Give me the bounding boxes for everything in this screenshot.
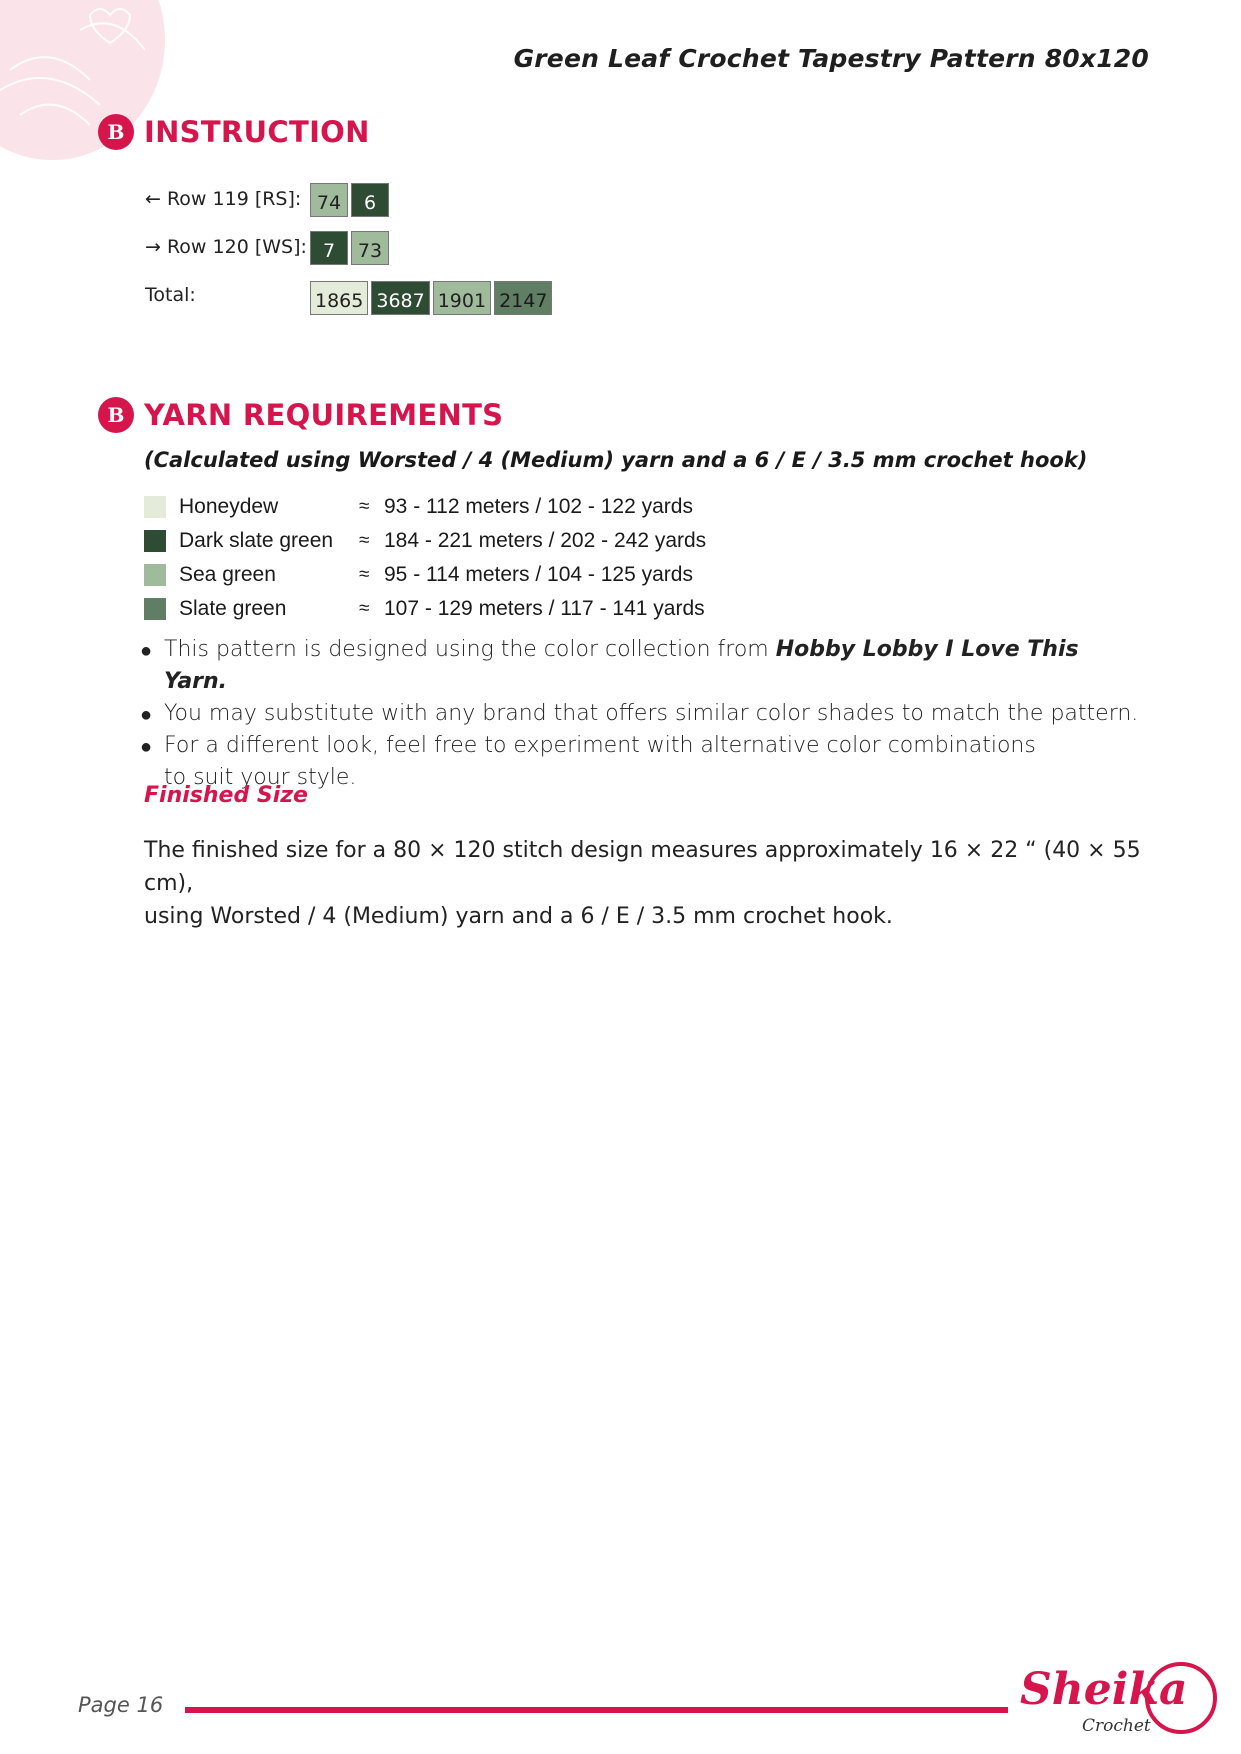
yarn-amount: 107 - 129 meters / 117 - 141 yards [384, 597, 705, 620]
brand-name: Sheika [1020, 1664, 1188, 1715]
footer-divider [185, 1707, 1008, 1713]
note-item [140, 698, 1140, 730]
yarn-heading [98, 397, 503, 433]
approx-symbol: ≈ [359, 496, 370, 517]
yarn-name: Dark slate green [179, 529, 334, 552]
yarn-name: Honeydew [179, 495, 279, 518]
yarn-subtitle: (Calculated using Worsted / 4 (Medium) yarn and a 6 / E / 3.5 mm crochet hook) [144, 448, 1088, 472]
color-swatch [144, 564, 166, 586]
approx-symbol: ≈ [359, 530, 370, 551]
yarn-list [144, 490, 706, 626]
yarn-amount: 184 - 221 meters / 202 - 242 yards [384, 529, 707, 552]
yarn-name: Slate green [179, 597, 287, 620]
color-swatch [144, 496, 166, 518]
yarn-item [144, 490, 706, 524]
row-label: ← Row 119 [RS]: [145, 188, 302, 210]
yarn-name: Sea green [179, 563, 276, 586]
stitch-count-cell: 74 [310, 183, 348, 217]
yarn-item [144, 558, 706, 592]
section-logo-icon: B [98, 397, 134, 433]
finished-size-text [144, 834, 1144, 933]
stitch-count-cell: 7 [310, 231, 348, 265]
note-text: to suit your style. [164, 765, 357, 790]
bullet-icon: ● [140, 638, 153, 662]
note-text: This pattern is designed using the color collection from [164, 637, 776, 662]
document-title: Green Leaf Crochet Tapestry Pattern 80x120 [513, 44, 1149, 73]
row-cells [310, 231, 389, 265]
yarn-item [144, 592, 706, 626]
row-label: → Row 120 [WS]: [145, 236, 307, 258]
approx-symbol: ≈ [359, 598, 370, 619]
stitch-count-cell: 1865 [310, 281, 368, 315]
brand-logo [1020, 1660, 1220, 1750]
page-number: Page 16 [78, 1693, 164, 1717]
row-cells [310, 183, 389, 217]
note-text: For a different look, feel free to experiment with alternative color combinations [164, 733, 1036, 758]
instruction-title: INSTRUCTION [144, 115, 370, 149]
color-swatch [144, 598, 166, 620]
color-swatch [144, 530, 166, 552]
yarn-amount: 95 - 114 meters / 104 - 125 yards [384, 563, 693, 586]
stitch-count-cell: 2147 [494, 281, 552, 315]
stitch-count-cell: 73 [351, 231, 389, 265]
notes-list [140, 634, 1140, 794]
total-cells [310, 281, 552, 315]
yarn-item [144, 524, 706, 558]
instruction-heading [98, 114, 370, 150]
note-item [140, 634, 1140, 698]
yarn-brand: Hobby Lobby I Love This Yarn. [164, 637, 1079, 694]
yarn-title: YARN REQUIREMENTS [144, 398, 504, 432]
finished-size-heading: Finished Size [144, 783, 308, 808]
bullet-icon: ● [140, 734, 153, 758]
finished-size-line: The finished size for a 80 × 120 stitch design measures approximately 16 × 22 “ (40 × 55 cm), [144, 838, 1141, 896]
approx-symbol: ≈ [359, 564, 370, 585]
note-text: You may substitute with any brand that offers similar color shades to match the pattern. [164, 701, 1139, 726]
stitch-count-cell: 1901 [433, 281, 491, 315]
total-label: Total: [145, 284, 196, 306]
bullet-icon: ● [140, 702, 153, 726]
stitch-count-cell: 3687 [371, 281, 429, 315]
stitch-count-cell: 6 [351, 183, 389, 217]
finished-size-line: using Worsted / 4 (Medium) yarn and a 6 / E / 3.5 mm crochet hook. [144, 904, 893, 929]
section-logo-icon: B [98, 114, 134, 150]
brand-subtitle: Crochet [1082, 1716, 1151, 1736]
yarn-amount: 93 - 112 meters / 102 - 122 yards [384, 495, 693, 518]
